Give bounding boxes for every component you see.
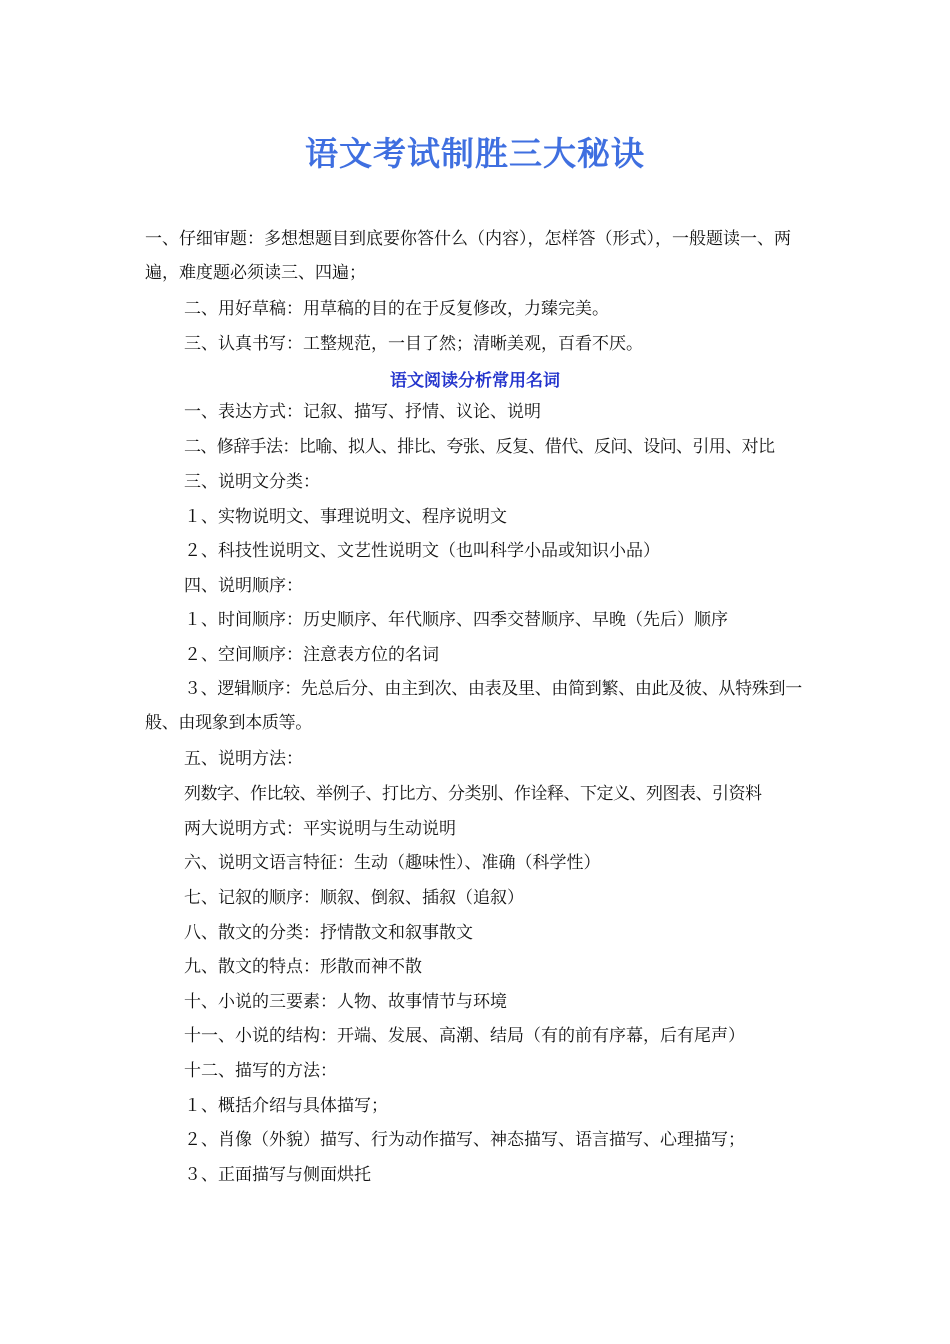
term-line-wrapped: ３、逻辑顺序：先总后分、由主到次、由表及里、由简到繁、由此及彼、从特殊到一般、由现象到本质等。: [145, 679, 802, 733]
tip-1: 一、仔细审题：多想想题目到底要你答什么（内容），怎样答（形式），一般题读一、两遍，难度题必须读三、四遍；: [145, 229, 791, 283]
term-line: ２、肖像（外貌）描写、行为动作描写、神态描写、语言描写、心理描写；: [184, 1130, 745, 1150]
term-line: 列数字、作比较、举例子、打比方、分类别、作诠释、下定义、列图表、引资料: [184, 784, 762, 804]
term-line: 四、说明顺序：: [184, 576, 303, 596]
term-line: ２、空间顺序：注意表方位的名词: [184, 645, 439, 665]
term-line: 六、说明文语言特征：生动（趣味性）、准确（科学性）: [184, 853, 601, 873]
term-line: 二、修辞手法：比喻、拟人、排比、夸张、反复、借代、反问、设问、引用、对比: [184, 437, 775, 457]
tip-2: 二、用好草稿：用草稿的目的在于反复修改，力臻完美。: [184, 299, 609, 319]
term-line: 一、表达方式：记叙、描写、抒情、议论、说明: [184, 402, 541, 422]
term-line: １、时间顺序：历史顺序、年代顺序、四季交替顺序、早晚（先后）顺序: [184, 610, 728, 630]
term-line: 十一、小说的结构：开端、发展、高潮、结局（有的前有序幕，后有尾声）: [184, 1026, 745, 1046]
term-line: １、概括介绍与具体描写；: [184, 1096, 388, 1116]
term-line: 八、散文的分类：抒情散文和叙事散文: [184, 923, 473, 943]
term-line: 十二、描写的方法：: [184, 1061, 337, 1081]
term-line: １、实物说明文、事理说明文、程序说明文: [184, 507, 507, 527]
term-line: 九、散文的特点：形散而神不散: [184, 957, 422, 977]
term-line: 两大说明方式：平实说明与生动说明: [184, 819, 456, 839]
term-line: 五、说明方法：: [184, 749, 303, 769]
term-line: ３、正面描写与侧面烘托: [184, 1165, 371, 1185]
tip-3: 三、认真书写：工整规范，一目了然；清晰美观，百看不厌。: [184, 334, 643, 354]
section-subtitle: 语文阅读分析常用名词: [390, 371, 560, 391]
term-line: 十、小说的三要素：人物、故事情节与环境: [184, 992, 507, 1012]
term-line: ２、科技性说明文、文艺性说明文（也叫科学小品或知识小品）: [184, 541, 660, 561]
term-line: 七、记叙的顺序：顺叙、倒叙、插叙（追叙）: [184, 888, 524, 908]
page-title: 语文考试制胜三大秘诀: [305, 134, 645, 173]
term-line: 三、说明文分类：: [184, 472, 320, 492]
